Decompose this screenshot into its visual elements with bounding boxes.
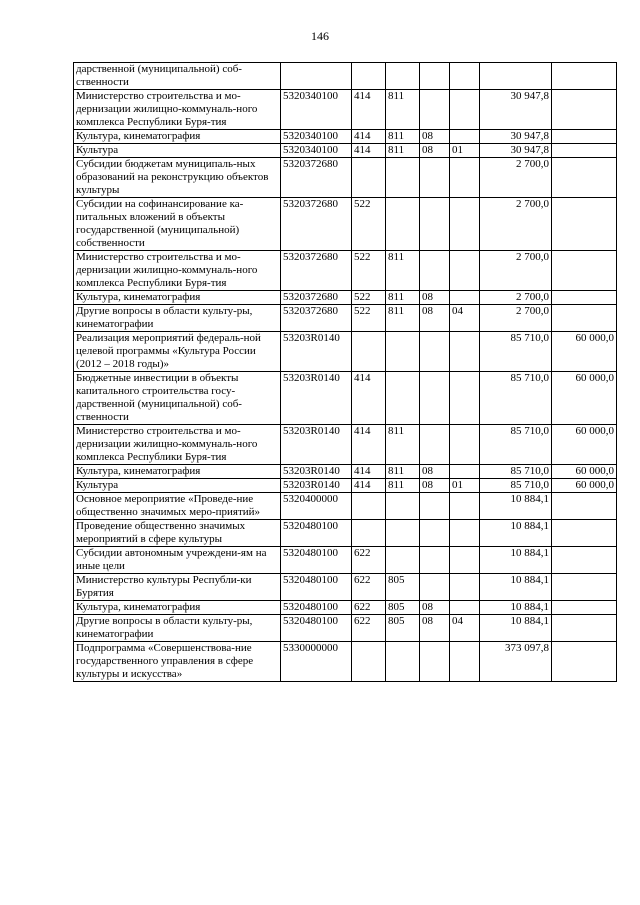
cell-sum-total: 2 700,0	[480, 291, 552, 305]
cell-ministry-code: 811	[386, 305, 420, 332]
cell-target-article: 5320340100	[281, 90, 352, 130]
cell-target-article	[281, 63, 352, 90]
cell-expense-type	[352, 493, 386, 520]
cell-section	[420, 332, 450, 372]
table-row	[74, 63, 617, 90]
cell-name: Субсидии автономным учреждени-ям на иные цели	[74, 547, 281, 574]
cell-section	[420, 425, 450, 465]
cell-ministry-code: 811	[386, 130, 420, 144]
cell-sum-federal	[552, 574, 617, 601]
cell-sum-total: 10 884,1	[480, 601, 552, 615]
cell-subsection	[450, 291, 480, 305]
table-row	[74, 642, 617, 682]
table-row	[74, 130, 617, 144]
cell-subsection: 01	[450, 144, 480, 158]
cell-subsection	[450, 465, 480, 479]
cell-ministry-code	[386, 642, 420, 682]
cell-ministry-code	[386, 198, 420, 251]
table-row	[74, 332, 617, 372]
cell-sum-total: 85 710,0	[480, 332, 552, 372]
cell-name: Культура	[74, 144, 281, 158]
cell-expense-type	[352, 642, 386, 682]
cell-expense-type: 414	[352, 130, 386, 144]
cell-sum-federal: 60 000,0	[552, 465, 617, 479]
cell-sum-total: 10 884,1	[480, 574, 552, 601]
cell-subsection	[450, 601, 480, 615]
table-row	[74, 198, 617, 251]
cell-sum-federal: 60 000,0	[552, 479, 617, 493]
cell-name: Основное мероприятие «Проведе-ние общественно значимых меро-приятий»	[74, 493, 281, 520]
cell-expense-type	[352, 158, 386, 198]
table-row	[74, 425, 617, 465]
cell-subsection	[450, 332, 480, 372]
cell-sum-total: 2 700,0	[480, 305, 552, 332]
cell-expense-type: 522	[352, 305, 386, 332]
cell-sum-federal	[552, 130, 617, 144]
cell-sum-federal: 60 000,0	[552, 425, 617, 465]
cell-section	[420, 520, 450, 547]
cell-section	[420, 251, 450, 291]
cell-ministry-code	[386, 493, 420, 520]
cell-subsection	[450, 198, 480, 251]
cell-section: 08	[420, 305, 450, 332]
cell-target-article: 53203R0140	[281, 332, 352, 372]
cell-target-article: 5320480100	[281, 520, 352, 547]
cell-section	[420, 547, 450, 574]
cell-sum-total: 10 884,1	[480, 547, 552, 574]
cell-ministry-code: 811	[386, 465, 420, 479]
cell-sum-total: 30 947,8	[480, 130, 552, 144]
cell-target-article: 53203R0140	[281, 425, 352, 465]
cell-expense-type	[352, 63, 386, 90]
cell-ministry-code	[386, 520, 420, 547]
cell-subsection	[450, 251, 480, 291]
table-row	[74, 574, 617, 601]
cell-sum-federal	[552, 158, 617, 198]
table-row	[74, 547, 617, 574]
cell-expense-type: 622	[352, 547, 386, 574]
cell-expense-type: 414	[352, 425, 386, 465]
cell-section: 08	[420, 144, 450, 158]
cell-section	[420, 372, 450, 425]
cell-target-article: 53203R0140	[281, 479, 352, 493]
cell-name: Реализация мероприятий федераль-ной целевой программы «Культура России (2012 – 2018 годы)»	[74, 332, 281, 372]
cell-subsection	[450, 520, 480, 547]
cell-expense-type: 522	[352, 291, 386, 305]
cell-expense-type: 414	[352, 465, 386, 479]
cell-section	[420, 198, 450, 251]
cell-sum-federal	[552, 493, 617, 520]
cell-subsection	[450, 493, 480, 520]
cell-subsection	[450, 642, 480, 682]
table-row	[74, 465, 617, 479]
cell-expense-type: 522	[352, 198, 386, 251]
cell-target-article: 5320400000	[281, 493, 352, 520]
cell-sum-federal	[552, 251, 617, 291]
cell-expense-type	[352, 520, 386, 547]
cell-ministry-code	[386, 332, 420, 372]
cell-sum-federal	[552, 547, 617, 574]
cell-section	[420, 158, 450, 198]
cell-section	[420, 493, 450, 520]
cell-subsection	[450, 547, 480, 574]
cell-name: Министерство строительства и мо-дернизации жилищно-коммуналь-ного комплекса Республики Буря-тия	[74, 251, 281, 291]
cell-sum-total: 2 700,0	[480, 251, 552, 291]
cell-name: Бюджетные инвестиции в объекты капитального строительства госу-дарственной (муниципальной) соб-ственности	[74, 372, 281, 425]
table-row	[74, 251, 617, 291]
cell-sum-federal	[552, 305, 617, 332]
cell-expense-type: 622	[352, 615, 386, 642]
cell-subsection	[450, 130, 480, 144]
cell-name: Культура, кинематография	[74, 130, 281, 144]
cell-name: Проведение общественно значимых мероприятий в сфере культуры	[74, 520, 281, 547]
cell-sum-total: 2 700,0	[480, 198, 552, 251]
cell-target-article: 5320372680	[281, 291, 352, 305]
cell-sum-total: 85 710,0	[480, 479, 552, 493]
cell-name: Другие вопросы в области культу-ры, кинематографии	[74, 615, 281, 642]
cell-sum-total: 2 700,0	[480, 158, 552, 198]
cell-target-article: 5320340100	[281, 130, 352, 144]
cell-subsection	[450, 425, 480, 465]
cell-target-article: 5320372680	[281, 305, 352, 332]
cell-ministry-code: 805	[386, 574, 420, 601]
cell-target-article: 53203R0140	[281, 465, 352, 479]
cell-ministry-code	[386, 372, 420, 425]
cell-section: 08	[420, 465, 450, 479]
cell-target-article: 5320340100	[281, 144, 352, 158]
cell-sum-total: 10 884,1	[480, 615, 552, 642]
cell-subsection	[450, 90, 480, 130]
cell-subsection	[450, 63, 480, 90]
cell-expense-type: 622	[352, 574, 386, 601]
cell-target-article: 5320480100	[281, 574, 352, 601]
cell-sum-federal: 60 000,0	[552, 332, 617, 372]
cell-sum-federal	[552, 90, 617, 130]
table-row	[74, 615, 617, 642]
cell-expense-type: 414	[352, 372, 386, 425]
cell-sum-total	[480, 63, 552, 90]
cell-section: 08	[420, 130, 450, 144]
cell-expense-type: 622	[352, 601, 386, 615]
cell-section: 08	[420, 601, 450, 615]
cell-ministry-code	[386, 158, 420, 198]
cell-sum-federal	[552, 642, 617, 682]
cell-section	[420, 642, 450, 682]
cell-sum-total: 30 947,8	[480, 90, 552, 130]
cell-expense-type: 522	[352, 251, 386, 291]
cell-name: Министерство строительства и мо-дернизации жилищно-коммуналь-ного комплекса Республики Буря-тия	[74, 90, 281, 130]
cell-expense-type: 414	[352, 479, 386, 493]
cell-name: Другие вопросы в области культу-ры, кинематографии	[74, 305, 281, 332]
cell-ministry-code: 811	[386, 144, 420, 158]
cell-target-article: 53203R0140	[281, 372, 352, 425]
cell-ministry-code: 811	[386, 90, 420, 130]
cell-name: Культура, кинематография	[74, 465, 281, 479]
table-row	[74, 158, 617, 198]
cell-ministry-code: 811	[386, 251, 420, 291]
table-row	[74, 372, 617, 425]
table-row	[74, 144, 617, 158]
cell-name: дарственной (муниципальной) соб-ственности	[74, 63, 281, 90]
cell-name: Субсидии на софинансирование ка-питальных вложений в объекты государственной (муниципальной) собственности	[74, 198, 281, 251]
cell-name: Культура, кинематография	[74, 601, 281, 615]
cell-sum-total: 85 710,0	[480, 465, 552, 479]
table-row	[74, 291, 617, 305]
cell-sum-total: 30 947,8	[480, 144, 552, 158]
table-row	[74, 305, 617, 332]
cell-target-article: 5320372680	[281, 198, 352, 251]
cell-expense-type: 414	[352, 90, 386, 130]
cell-sum-federal	[552, 144, 617, 158]
cell-subsection: 01	[450, 479, 480, 493]
cell-ministry-code	[386, 63, 420, 90]
cell-ministry-code: 805	[386, 601, 420, 615]
cell-sum-total: 10 884,1	[480, 493, 552, 520]
cell-sum-total: 85 710,0	[480, 372, 552, 425]
cell-sum-federal	[552, 520, 617, 547]
budget-table	[73, 62, 617, 682]
cell-name: Культура, кинематография	[74, 291, 281, 305]
cell-ministry-code: 811	[386, 479, 420, 493]
cell-sum-total: 373 097,8	[480, 642, 552, 682]
cell-section	[420, 574, 450, 601]
cell-subsection	[450, 574, 480, 601]
cell-ministry-code: 805	[386, 615, 420, 642]
cell-subsection	[450, 372, 480, 425]
table-row	[74, 90, 617, 130]
cell-sum-federal	[552, 63, 617, 90]
cell-sum-federal	[552, 291, 617, 305]
cell-sum-federal: 60 000,0	[552, 372, 617, 425]
table-row	[74, 479, 617, 493]
cell-subsection: 04	[450, 305, 480, 332]
cell-expense-type	[352, 332, 386, 372]
cell-subsection: 04	[450, 615, 480, 642]
page-number: 146	[311, 29, 329, 43]
cell-section: 08	[420, 291, 450, 305]
cell-name: Министерство строительства и мо-дернизации жилищно-коммуналь-ного комплекса Республики Буря-тия	[74, 425, 281, 465]
cell-ministry-code: 811	[386, 425, 420, 465]
cell-target-article: 5320372680	[281, 158, 352, 198]
cell-subsection	[450, 158, 480, 198]
cell-name: Культура	[74, 479, 281, 493]
cell-section	[420, 90, 450, 130]
cell-name: Министерство культуры Республи-ки Бурятия	[74, 574, 281, 601]
cell-sum-total: 85 710,0	[480, 425, 552, 465]
cell-ministry-code	[386, 547, 420, 574]
cell-sum-total: 10 884,1	[480, 520, 552, 547]
cell-section: 08	[420, 615, 450, 642]
table-row	[74, 493, 617, 520]
cell-target-article: 5330000000	[281, 642, 352, 682]
table-row	[74, 520, 617, 547]
cell-section: 08	[420, 479, 450, 493]
cell-target-article: 5320480100	[281, 615, 352, 642]
cell-target-article: 5320372680	[281, 251, 352, 291]
cell-expense-type: 414	[352, 144, 386, 158]
cell-sum-federal	[552, 601, 617, 615]
cell-ministry-code: 811	[386, 291, 420, 305]
cell-name: Субсидии бюджетам муниципаль-ных образований на реконструкцию объектов культуры	[74, 158, 281, 198]
cell-target-article: 5320480100	[281, 547, 352, 574]
cell-section	[420, 63, 450, 90]
cell-target-article: 5320480100	[281, 601, 352, 615]
table-row	[74, 601, 617, 615]
cell-sum-federal	[552, 615, 617, 642]
cell-sum-federal	[552, 198, 617, 251]
cell-name: Подпрограмма «Совершенствова-ние государственного управления в сфере культуры и искусства»	[74, 642, 281, 682]
